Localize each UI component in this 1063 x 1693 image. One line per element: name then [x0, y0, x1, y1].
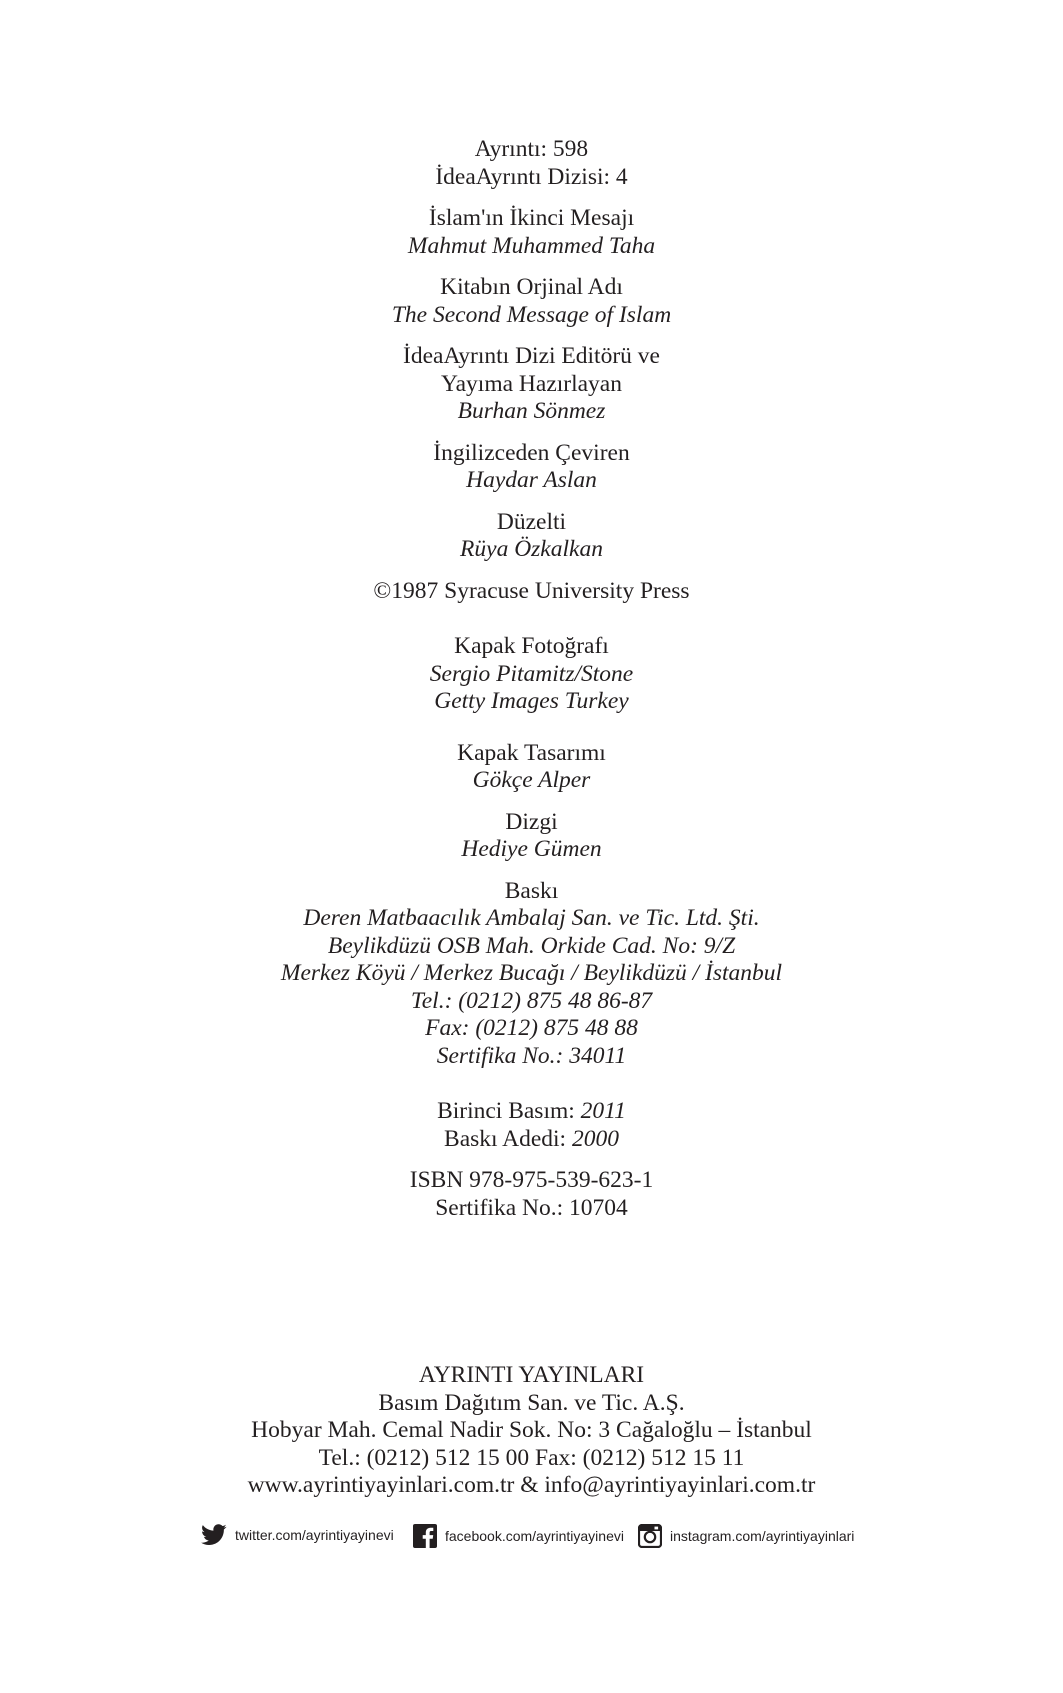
twitter-link[interactable] — [201, 1524, 394, 1546]
typesetting-name: Hediye Gümen — [461, 836, 602, 862]
cover-photo-line-2: Getty Images Turkey — [434, 688, 629, 714]
cover-photo-info — [0, 633, 1063, 716]
facebook-link[interactable] — [413, 1524, 624, 1548]
copyright-text: ©1987 Syracuse University Press — [373, 577, 690, 604]
twitter-text: twitter.com/ayrintiyayinevi — [235, 1527, 394, 1543]
cover-photo-label: Kapak Fotoğrafı — [454, 633, 609, 659]
series-info — [0, 136, 1063, 191]
isbn-info — [0, 1167, 1063, 1222]
editor-label-1: İdeaAyrıntı Dizi Editörü ve — [403, 343, 660, 369]
original-title-label: Kitabın Orjinal Adı — [440, 274, 623, 300]
publisher-phone: Tel.: (0212) 512 15 00 Fax: (0212) 512 15 11 — [318, 1444, 745, 1471]
editor-info — [0, 343, 1063, 426]
publisher-web: www.ayrintiyayinlari.com.tr & info@ayrintiyayinlari.com.tr — [247, 1472, 816, 1498]
twitter-icon — [201, 1524, 227, 1546]
printing-line: Sertifika No.: 34011 — [436, 1042, 627, 1069]
facebook-icon — [413, 1524, 437, 1548]
cover-photo-line-1: Sergio Pitamitz/Stone — [429, 660, 634, 687]
original-title-value: The Second Message of Islam — [391, 301, 672, 328]
publisher-block — [0, 1362, 1063, 1500]
edition-info — [0, 1098, 1063, 1153]
facebook-text: facebook.com/ayrintiyayinevi — [445, 1528, 624, 1544]
proofreading-info — [0, 509, 1063, 564]
translator-name: Haydar Aslan — [466, 467, 597, 493]
book-author: Mahmut Muhammed Taha — [407, 232, 656, 259]
typesetting-info — [0, 809, 1063, 864]
isbn-number: ISBN 978-975-539-623-1 — [409, 1167, 654, 1193]
cover-design-label: Kapak Tasarımı — [457, 739, 606, 766]
book-info — [0, 205, 1063, 260]
translator-info — [0, 440, 1063, 495]
editor-name: Burhan Sönmez — [457, 398, 606, 424]
cover-design-info — [0, 740, 1063, 795]
first-edition — [0, 1098, 1063, 1126]
printing-line: Tel.: (0212) 875 48 86-87 — [410, 987, 653, 1014]
printing-line: Beylikdüzü OSB Mah. Orkide Cad. No: 9/Z — [327, 932, 736, 959]
publisher-address: Hobyar Mah. Cemal Nadir Sok. No: 3 Cağaloğlu – İstanbul — [251, 1417, 812, 1443]
proofreading-name: Rüya Özkalkan — [460, 536, 603, 562]
isbn-certificate: Sertifika No.: 10704 — [435, 1194, 628, 1221]
printing-info — [0, 878, 1063, 1071]
instagram-text: instagram.com/ayrintiyayinlari — [670, 1528, 855, 1544]
printing-line: Fax: (0212) 875 48 88 — [425, 1015, 638, 1041]
publisher-company: Basım Dağıtım San. ve Tic. A.Ş. — [378, 1389, 685, 1416]
series-name: İdeaAyrıntı Dizisi: 4 — [435, 163, 628, 190]
printing-line: Deren Matbaacılık Ambalaj San. ve Tic. Ltd. Şti. — [303, 905, 760, 931]
printing-label: Baskı — [504, 877, 559, 904]
first-edition-value: 2011 — [580, 1098, 626, 1124]
printing-line: Merkez Köyü / Merkez Bucağı / Beylikdüzü / İstanbul — [280, 960, 783, 986]
proofreading-label: Düzelti — [496, 508, 567, 535]
cover-design-name: Gökçe Alper — [472, 767, 591, 793]
series-number: Ayrıntı: 598 — [474, 136, 589, 162]
editor-label-2: Yayıma Hazırlayan — [441, 370, 622, 397]
book-title: İslam'ın İkinci Mesajı — [428, 205, 635, 231]
publisher-name: AYRINTI YAYINLARI — [418, 1362, 645, 1388]
copyright-info — [0, 578, 1063, 606]
original-title — [0, 274, 1063, 329]
instagram-link[interactable] — [638, 1524, 854, 1548]
imprint-block — [0, 136, 1063, 1222]
first-edition-label: Birinci Basım: — [437, 1098, 581, 1124]
translator-label: İngilizceden Çeviren — [433, 439, 630, 466]
social-links — [0, 1524, 1063, 1556]
typesetting-label: Dizgi — [505, 808, 558, 835]
print-count-label: Baskı Adedi: — [444, 1125, 572, 1152]
print-count — [0, 1126, 1063, 1154]
print-count-value: 2000 — [571, 1125, 619, 1152]
instagram-icon — [638, 1524, 662, 1548]
